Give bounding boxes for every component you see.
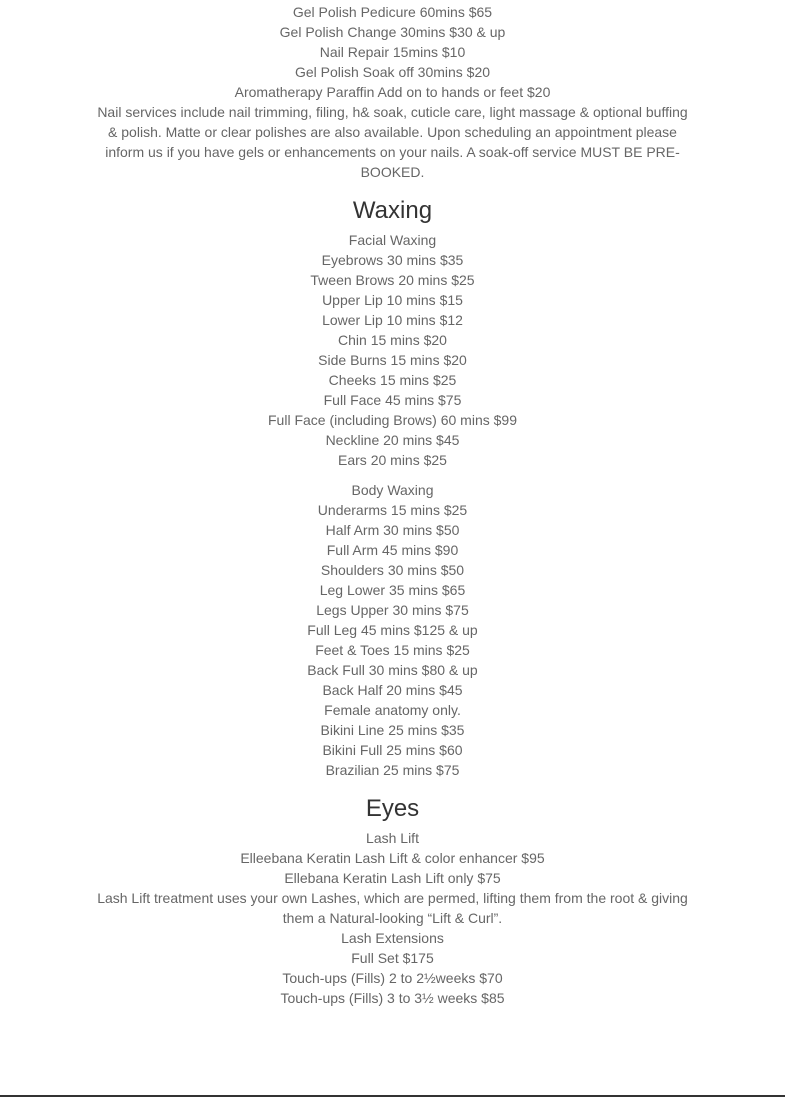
lash-extensions-subheading: Lash Extensions <box>341 930 444 946</box>
service-item: Nail Repair 15mins $10 <box>319 44 466 60</box>
service-item: Gel Polish Pedicure 60mins $65 <box>292 4 493 20</box>
body-waxing-subheading: Body Waxing <box>351 482 434 498</box>
nail-services-list <box>97 2 688 182</box>
service-item: Upper Lip 10 mins $15 <box>322 292 463 308</box>
nail-services-note: Nail services include nail trimming, filing, h& soak, cuticle care, light massage & optional buffing & polish. Matte or clear polishes are also available. Upon scheduling an appointment please inform us if you have gels or enhancements on your nails. A soak-off service MUST BE PRE-BOOKED. <box>97 104 688 180</box>
waxing-heading: Waxing <box>352 197 433 224</box>
service-item: Tween Brows 20 mins $25 <box>310 272 475 288</box>
service-item: Side Burns 15 mins $20 <box>318 352 467 368</box>
service-item: Legs Upper 30 mins $75 <box>316 602 469 618</box>
service-item: Gel Polish Change 30mins $30 & up <box>279 24 506 40</box>
eyes-heading: Eyes <box>365 795 420 822</box>
service-item: Full Set $175 <box>351 950 434 966</box>
service-item: Elleebana Keratin Lash Lift & color enhancer $95 <box>240 850 545 866</box>
service-item: Half Arm 30 mins $50 <box>325 522 460 538</box>
service-item: Gel Polish Soak off 30mins $20 <box>294 64 491 80</box>
service-item: Shoulders 30 mins $50 <box>320 562 465 578</box>
service-item: Ears 20 mins $25 <box>338 452 447 468</box>
services-menu <box>97 2 688 1008</box>
service-item: Feet & Toes 15 mins $25 <box>315 642 470 658</box>
service-item: Chin 15 mins $20 <box>338 332 447 348</box>
service-item: Touch-ups (Fills) 3 to 3½ weeks $85 <box>280 990 505 1006</box>
service-item: Underarms 15 mins $25 <box>317 502 468 518</box>
service-item: Brazilian 25 mins $75 <box>325 762 460 778</box>
service-item: Lower Lip 10 mins $12 <box>322 312 463 328</box>
service-item: Bikini Full 25 mins $60 <box>322 742 463 758</box>
service-item: Bikini Line 25 mins $35 <box>320 722 465 738</box>
service-item: Full Face 45 mins $75 <box>323 392 462 408</box>
service-item: Eyebrows 30 mins $35 <box>321 252 464 268</box>
service-item: Cheeks 15 mins $25 <box>328 372 457 388</box>
facial-waxing-subheading: Facial Waxing <box>348 232 437 248</box>
service-item: Full Arm 45 mins $90 <box>326 542 459 558</box>
facial-waxing-list <box>97 230 688 470</box>
service-item: Full Face (including Brows) 60 mins $99 <box>268 412 517 428</box>
service-item: Touch-ups (Fills) 2 to 2½weeks $70 <box>282 970 503 986</box>
lash-lift-subheading: Lash Lift <box>366 830 419 846</box>
service-note: Female anatomy only. <box>324 702 461 718</box>
spacer <box>97 470 688 480</box>
eye-services-list <box>97 828 688 1008</box>
service-item: Back Half 20 mins $45 <box>322 682 463 698</box>
body-waxing-list <box>97 480 688 780</box>
service-item: Full Leg 45 mins $125 & up <box>307 622 478 638</box>
lash-lift-note: Lash Lift treatment uses your own Lashes, which are permed, lifting them from the root & giving them a Natural-looking “Lift & Curl”. <box>97 890 688 926</box>
service-item: Leg Lower 35 mins $65 <box>319 582 466 598</box>
service-item: Ellebana Keratin Lash Lift only $75 <box>284 870 501 886</box>
service-item: Back Full 30 mins $80 & up <box>307 662 478 678</box>
service-item: Neckline 20 mins $45 <box>325 432 460 448</box>
service-item: Aromatherapy Paraffin Add on to hands or feet $20 <box>234 84 551 100</box>
